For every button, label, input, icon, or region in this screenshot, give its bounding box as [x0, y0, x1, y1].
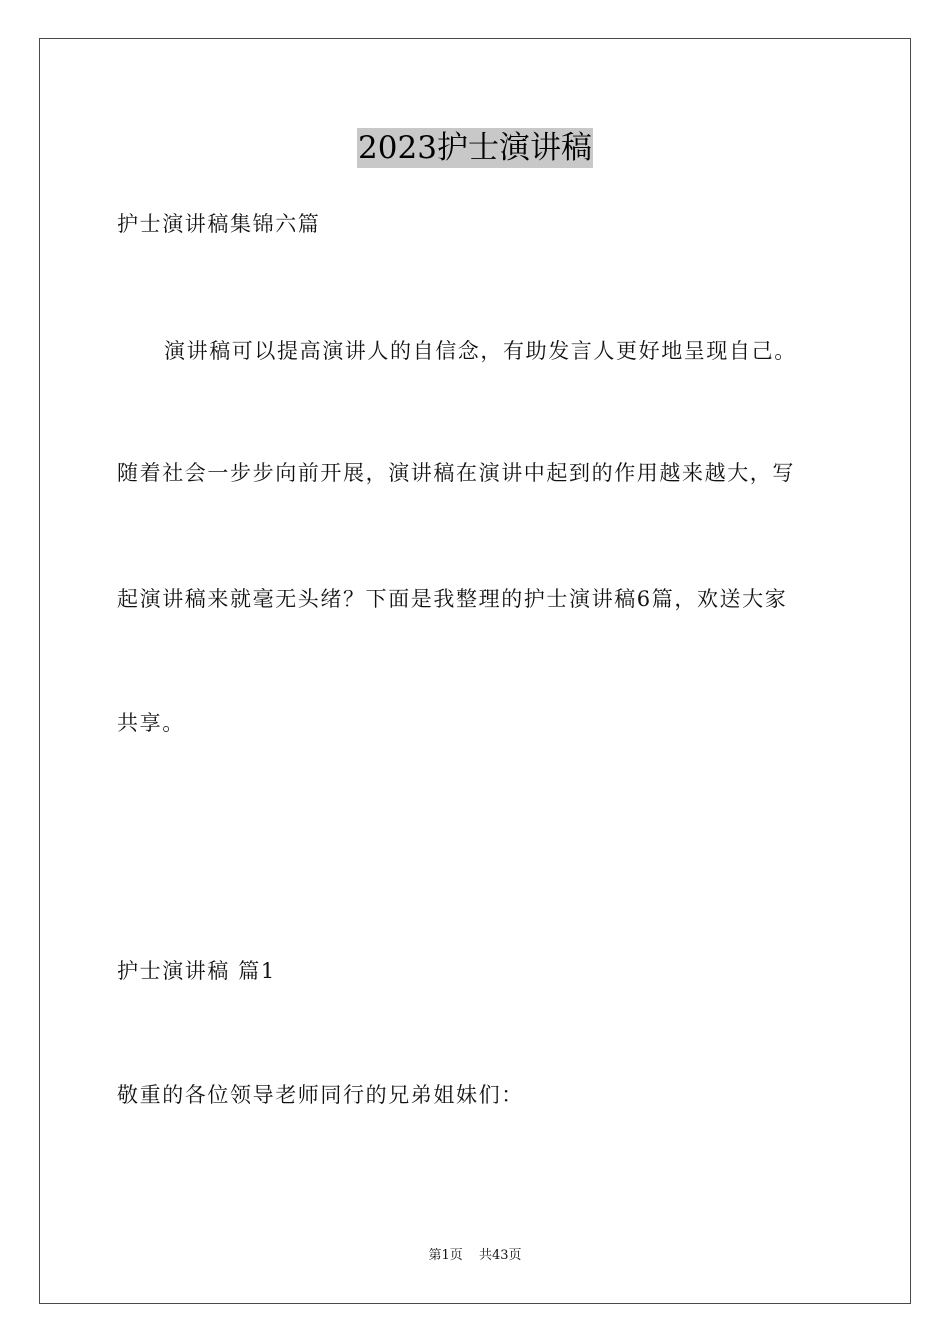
intro-line-1: 演讲稿可以提高演讲人的自信念，有助发言人更好地呈现自己。	[164, 339, 797, 363]
intro-line-4: 共享。	[117, 711, 185, 735]
title-container	[0, 128, 950, 168]
page-number-current: 第1页	[428, 1248, 463, 1263]
intro-line-2: 随着社会一步步向前开展，演讲稿在演讲中起到的作用越来越大，写	[117, 461, 795, 485]
intro-line-3: 起演讲稿来就毫无头绪？下面是我整理的护士演讲稿6篇，欢送大家	[117, 587, 788, 611]
page-footer	[0, 1247, 950, 1265]
page-number-total: 共43页	[478, 1248, 522, 1263]
document-subtitle: 护士演讲稿集锦六篇	[117, 212, 321, 236]
salutation: 敬重的各位领导老师同行的兄弟姐妹们：	[117, 1083, 524, 1107]
section-heading: 护士演讲稿 篇1	[117, 959, 276, 983]
document-title: 2023护士演讲稿	[358, 130, 592, 166]
